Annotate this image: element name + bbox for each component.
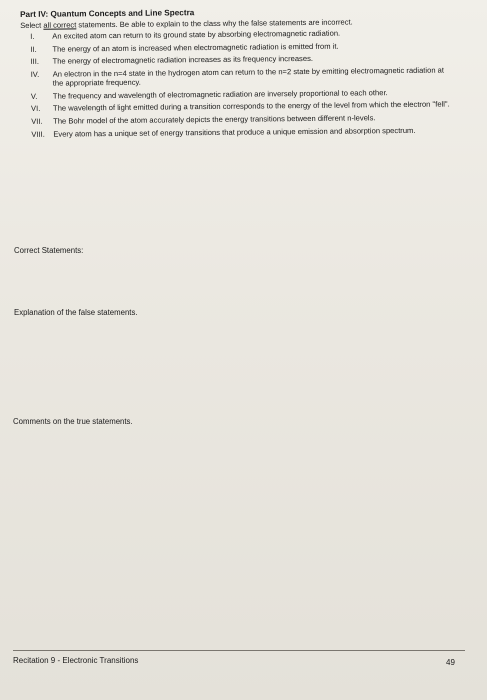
instructions-emphasis: all correct bbox=[43, 19, 77, 30]
false-explanation-label: Explanation of the false statements. bbox=[14, 308, 138, 317]
statement-item bbox=[20, 53, 452, 67]
statement-item bbox=[21, 113, 453, 127]
statement-item bbox=[20, 28, 452, 42]
true-comments-label: Comments on the true statements. bbox=[13, 417, 133, 426]
statement-text: The Bohr model of the atom accurately depicts the energy transitions between different n-levels. bbox=[53, 113, 376, 126]
statement-text: An electron in the n=4 state in the hydrogen atom can return to the n=2 state by emitting electromagnetic radiation at the appropriate frequency. bbox=[52, 65, 445, 88]
correct-statements-label: Correct Statements: bbox=[14, 246, 84, 255]
statement-item bbox=[21, 87, 453, 101]
statement-number: VI. bbox=[30, 104, 41, 114]
statement-number: IV. bbox=[30, 69, 40, 79]
instructions-rest: statements. Be able to explain to the class why the false statements are incorrect. bbox=[76, 17, 353, 29]
part-title: Part IV: Quantum Concepts and Line Spectra bbox=[20, 8, 195, 19]
question-block bbox=[20, 5, 453, 142]
statement-number: VII. bbox=[31, 116, 43, 126]
statement-number: VIII. bbox=[31, 129, 45, 139]
statement-item bbox=[21, 65, 453, 88]
footer-title: Recitation 9 - Electronic Transitions bbox=[13, 656, 139, 665]
statement-number: II. bbox=[30, 44, 37, 54]
statement-text: The energy of an atom is increased when electromagnetic radiation is emitted from it. bbox=[52, 41, 339, 54]
statement-text: The energy of electromagnetic radiation increases as its frequency increases. bbox=[52, 54, 314, 66]
statement-item bbox=[20, 40, 452, 54]
statement-item bbox=[21, 100, 453, 114]
page-number: 49 bbox=[446, 658, 455, 667]
statement-text: The frequency and wavelength of electromagnetic radiation are inversely proportional to each other. bbox=[52, 88, 388, 101]
statement-item bbox=[21, 125, 453, 139]
statement-list bbox=[20, 28, 453, 139]
statement-text: Every atom has a unique set of energy transitions that produce a unique emission and absorption spectrum. bbox=[53, 125, 416, 139]
statement-number: V. bbox=[30, 91, 38, 101]
statement-number: III. bbox=[30, 57, 40, 67]
instructions-lead: Select bbox=[20, 20, 44, 30]
statement-text: An excited atom can return to its ground state by absorbing electromagnetic radiation. bbox=[52, 28, 341, 41]
footer-divider bbox=[13, 650, 465, 651]
statement-text: The wavelength of light emitted during a transition corresponds to the energy of the level from which the electron "fell". bbox=[52, 99, 450, 114]
statement-number: I. bbox=[30, 31, 35, 41]
